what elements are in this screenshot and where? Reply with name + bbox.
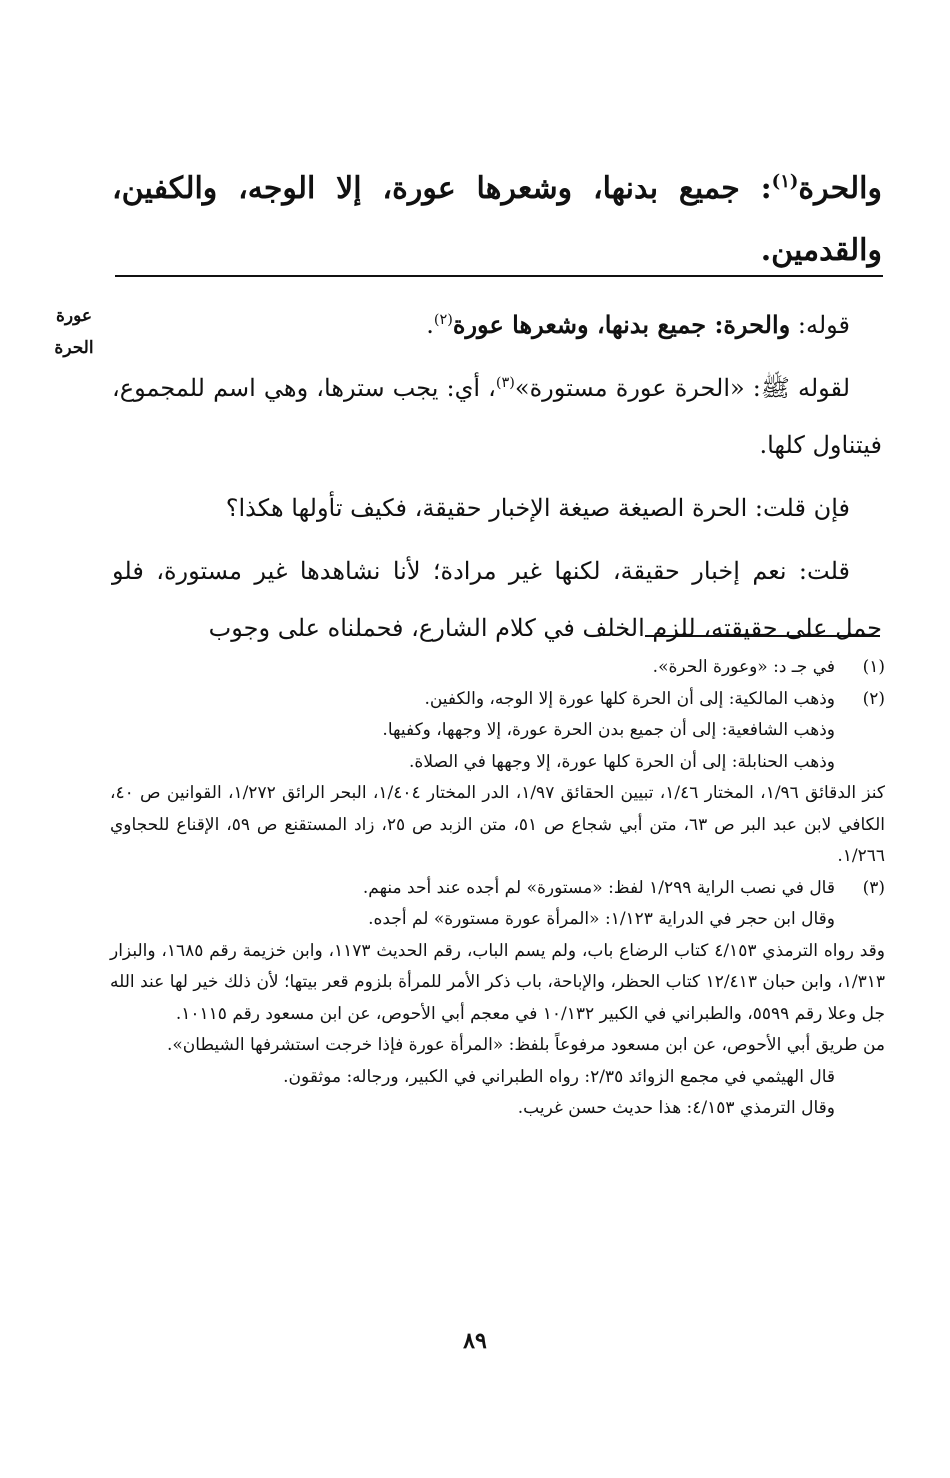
footnote-line: من طريق أبي الأحوص، عن ابن مسعود مرفوعاً بلفظ: «المرأة عورة فإذا خرجت استشرفها الشيطان». [166,1035,885,1055]
footnote-line: وذهب المالكية: إلى أن الحرة كلها عورة إلا الوجه، والكفين. [424,688,835,709]
footnote-2 [110,684,885,873]
main-text-divider [115,275,883,277]
hadith-quote: لقوله ﷺ: «الحرة عورة مستورة» [514,374,851,402]
commentary-period: . [426,311,434,339]
main-text-rest: : جميع بدنها، وشعرها عورة، إلا الوجه، والكفين، والقدمين. [112,171,882,268]
quoted-text: والحرة: جميع بدنها، وشعرها عورة [452,310,791,339]
commentary-paragraph-4: قلت: نعم إخبار حقيقة، لكنها غير مرادة؛ لأنا نشاهدها غير مستورة، فلو حمل على حقيقته، للزم الخلف في كلام الشارع، فحملناه على وجوب [112,557,882,642]
footnote-number: (٣) [862,877,885,898]
footnote-number: (١) [862,657,885,677]
footnote-ref-1[interactable]: (١) [771,171,799,192]
commentary-prefix: قوله: [790,311,850,339]
commentary-paragraph-2 [112,360,882,474]
commentary-explanation: ، أي: يجب سترها، وهي اسم للمجموع، فيتناول كلها. [112,374,882,459]
main-text-start: والحرة [798,171,882,206]
footnote-references: وقد رواه الترمذي ٤/١٥٣ كتاب الرضاع باب، ولم يسم الباب، رقم الحديث ١١٧٣، وابن خزيمة رقم ١٦٨٥، والبزار ١/٣١٣، وابن حبان ١٢/٤١٣ كتاب الحظر، والإباحة، باب ذكر الأمر للمرأة بلزوم قعر بيتها؛ لأن ذلك خير لها عند الله جل وعلا رقم ٥٥٩٩، والطبراني في الكبير ١٠/١٣٢ في معجم أبي الأحوص، عن ابن مسعود رقم ١٠١١٥. [110,940,885,1024]
margin-note [44,300,104,364]
footnote-line: وقال الترمذي ٤/١٥٣: هذا حديث حسن غريب. [517,1098,835,1118]
footnote-line: وذهب الشافعية: إلى أن جميع بدن الحرة عورة، إلا وجهها، وكفيها. [382,720,835,740]
footnotes-divider [645,635,880,637]
page-number: ٨٩ [463,1328,487,1354]
footnote-1 [110,652,885,684]
commentary [112,296,882,663]
footnotes [110,652,885,1125]
footnote-references: كنز الدقائق ١/٩٦، المختار ١/٤٦، تبيين الحقائق ١/٩٧، الدر المختار ١/٤٠٤، البحر الرائق ١/٢٧٢، القوانين ص ٤٠، الكافي لابن عبد البر ص ٦٣، متن أبي شجاع ص ٥١، متن الزبد ص ٢٥، زاد المستقنع ص ٥٩، الإقناع للحجاوي ١/٢٦٦. [110,783,886,866]
footnote-line: في جـ د: «وعورة الحرة». [652,657,835,677]
footnote-line: قال في نصب الراية ١/٢٩٩ لفظ: «مستورة» لم أجده عند أحد منهم. [362,877,835,898]
footnote-line: وقال ابن حجر في الدراية ١/١٢٣: «المرأة عورة مستورة» لم أجده. [368,909,835,929]
margin-note-line2: الحرة [54,338,94,358]
commentary-paragraph-1 [112,296,882,354]
commentary-paragraph-3: فإن قلت: الحرة الصيغة صيغة الإخبار حقيقة، فكيف تأولها هكذا؟ [225,494,850,522]
margin-note-line1: عورة [55,306,93,326]
footnote-ref-2[interactable]: (٢) [433,312,453,328]
footnote-number: (٢) [862,688,885,709]
main-text [112,158,882,282]
footnote-ref-3[interactable]: (٣) [495,375,515,391]
footnote-line: وذهب الحنابلة: إلى أن الحرة كلها عورة، إلا وجهها في الصلاة. [409,751,835,772]
footnote-line: قال الهيثمي في مجمع الزوائد ٢/٣٥: رواه الطبراني في الكبير، ورجاله: موثقون. [283,1066,835,1087]
footnote-3 [110,873,885,1125]
